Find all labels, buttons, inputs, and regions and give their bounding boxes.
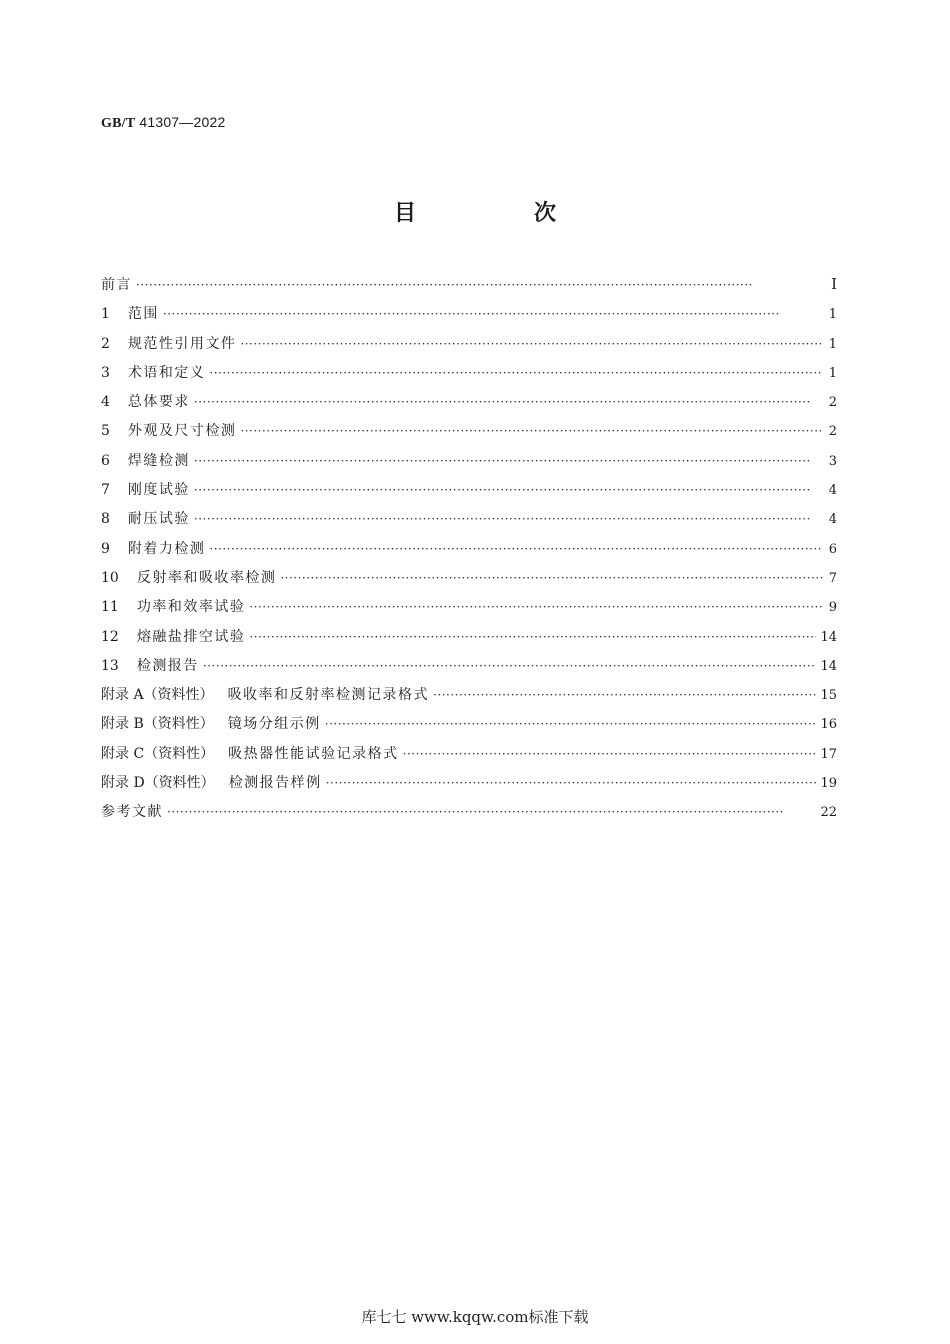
toc-entry-page: 6 [828,541,837,557]
toc-dot-leader [203,659,817,673]
toc-entry-number: 附录 A（资料性） [101,687,214,704]
toc-entry-label: 参考文献 [101,804,163,821]
toc-dot-leader [209,366,823,380]
toc-entry-number: 8 [101,511,110,528]
toc-entry-number: 11 [101,599,119,616]
toc-entry-page: 14 [820,629,837,645]
toc-dot-leader [136,278,823,292]
toc-entry-page: 7 [828,570,837,586]
toc-dot-leader [240,424,823,438]
toc-dot-leader [163,307,823,321]
toc-entry-number: 9 [101,540,110,557]
toc-entry[interactable] [101,362,837,391]
toc-entry-number: 3 [101,364,110,381]
page-title: 目 次 [393,201,604,226]
toc-entry-label: 外观及尺寸检测 [127,423,237,440]
toc-entry[interactable] [101,743,837,772]
toc-entry[interactable] [101,538,837,567]
toc-entry-label: 术语和定义 [127,364,206,381]
toc-entry[interactable] [101,274,837,303]
toc-entry-number: 10 [101,569,119,586]
toc-dot-leader [194,454,823,468]
footer-watermark: 库七七 www.kqqw.com标准下载 [361,1308,589,1326]
toc-entry-number: 6 [101,452,110,469]
toc-entry-number: 附录 B（资料性） [101,716,214,733]
toc-entry-number: 13 [101,657,119,674]
toc-entry-page: 4 [828,483,837,499]
toc-entry-page: I [831,275,837,293]
toc-entry-label: 前言 [101,277,132,293]
toc-entry-label: 镜场分组示例 [227,716,321,733]
toc-entry[interactable] [101,801,837,830]
toc-entry[interactable] [101,508,837,537]
toc-dot-leader [403,747,817,761]
toc-entry[interactable] [101,391,837,420]
toc-dot-leader [249,630,816,644]
toc-entry-page: 22 [820,805,837,821]
toc-entry-page: 14 [820,658,837,674]
toc-entry-number: 附录 C（资料性） [101,745,215,762]
standard-prefix: GB/T [101,116,136,131]
toc-dot-leader [325,717,817,731]
toc-entry-number: 2 [101,335,110,352]
toc-entry-label: 反射率和吸收率检测 [136,569,277,586]
toc-entry-page: 1 [828,307,837,323]
toc-entry-label: 吸收率和反射率检测记录格式 [227,687,430,704]
toc-dot-leader [167,805,816,819]
toc-dot-leader [433,688,816,702]
toc-entry-number: 5 [101,423,110,440]
toc-entry-number: 附录 D（资料性） [101,775,215,792]
toc-entry-page: 2 [828,424,837,440]
toc-entry-number: 7 [101,482,110,499]
toc-entry-label: 熔融盐排空试验 [136,628,246,645]
toc-entry[interactable] [101,333,837,362]
toc-entry-label: 刚度试验 [127,482,190,499]
toc-entry-label: 总体要求 [127,394,190,411]
toc-entry-page: 15 [820,688,837,704]
toc-entry-page: 16 [820,717,837,733]
toc-entry-label: 焊缝检测 [127,452,190,469]
toc-entry-page: 19 [820,776,837,792]
toc-dot-leader [326,776,817,790]
toc-entry-page: 3 [828,453,837,469]
standard-number: 41307—2022 [139,114,226,130]
toc-entry-page: 2 [828,395,837,411]
toc-entry-label: 吸热器性能试验记录格式 [228,745,399,762]
toc-dot-leader [209,542,823,556]
toc-entry-label: 附着力检测 [127,540,206,557]
toc-entry-label: 功率和效率试验 [136,599,246,616]
toc-entry[interactable] [101,303,837,332]
toc-entry[interactable] [101,596,837,625]
standard-code [101,114,225,132]
toc-entry[interactable] [101,479,837,508]
toc-entry[interactable] [101,626,837,655]
toc-entry-page: 17 [820,746,837,762]
toc-entry-label: 检测报告样例 [228,775,322,792]
toc-entry[interactable] [101,567,837,596]
toc-entry[interactable] [101,655,837,684]
toc-entry[interactable] [101,450,837,479]
toc-dot-leader [240,337,823,351]
toc-entry-label: 范围 [127,306,159,323]
toc-entry[interactable] [101,684,837,713]
toc-entry[interactable] [101,772,837,801]
toc-entry-number: 1 [101,306,110,323]
toc-dot-leader [194,512,823,526]
table-of-contents [101,274,837,831]
toc-dot-leader [280,571,823,585]
toc-entry-number: 12 [101,628,119,645]
toc-entry-page: 1 [828,365,837,381]
toc-entry-page: 9 [828,600,837,616]
toc-entry[interactable] [101,420,837,449]
toc-dot-leader [194,395,823,409]
toc-dot-leader [249,600,823,614]
toc-entry-label: 耐压试验 [127,511,190,528]
toc-entry-label: 规范性引用文件 [127,335,237,352]
toc-entry-label: 检测报告 [136,657,199,674]
toc-entry-page: 4 [828,512,837,528]
toc-dot-leader [194,483,823,497]
toc-entry-page: 1 [828,336,837,352]
toc-entry[interactable] [101,713,837,742]
toc-entry-number: 4 [101,394,110,411]
